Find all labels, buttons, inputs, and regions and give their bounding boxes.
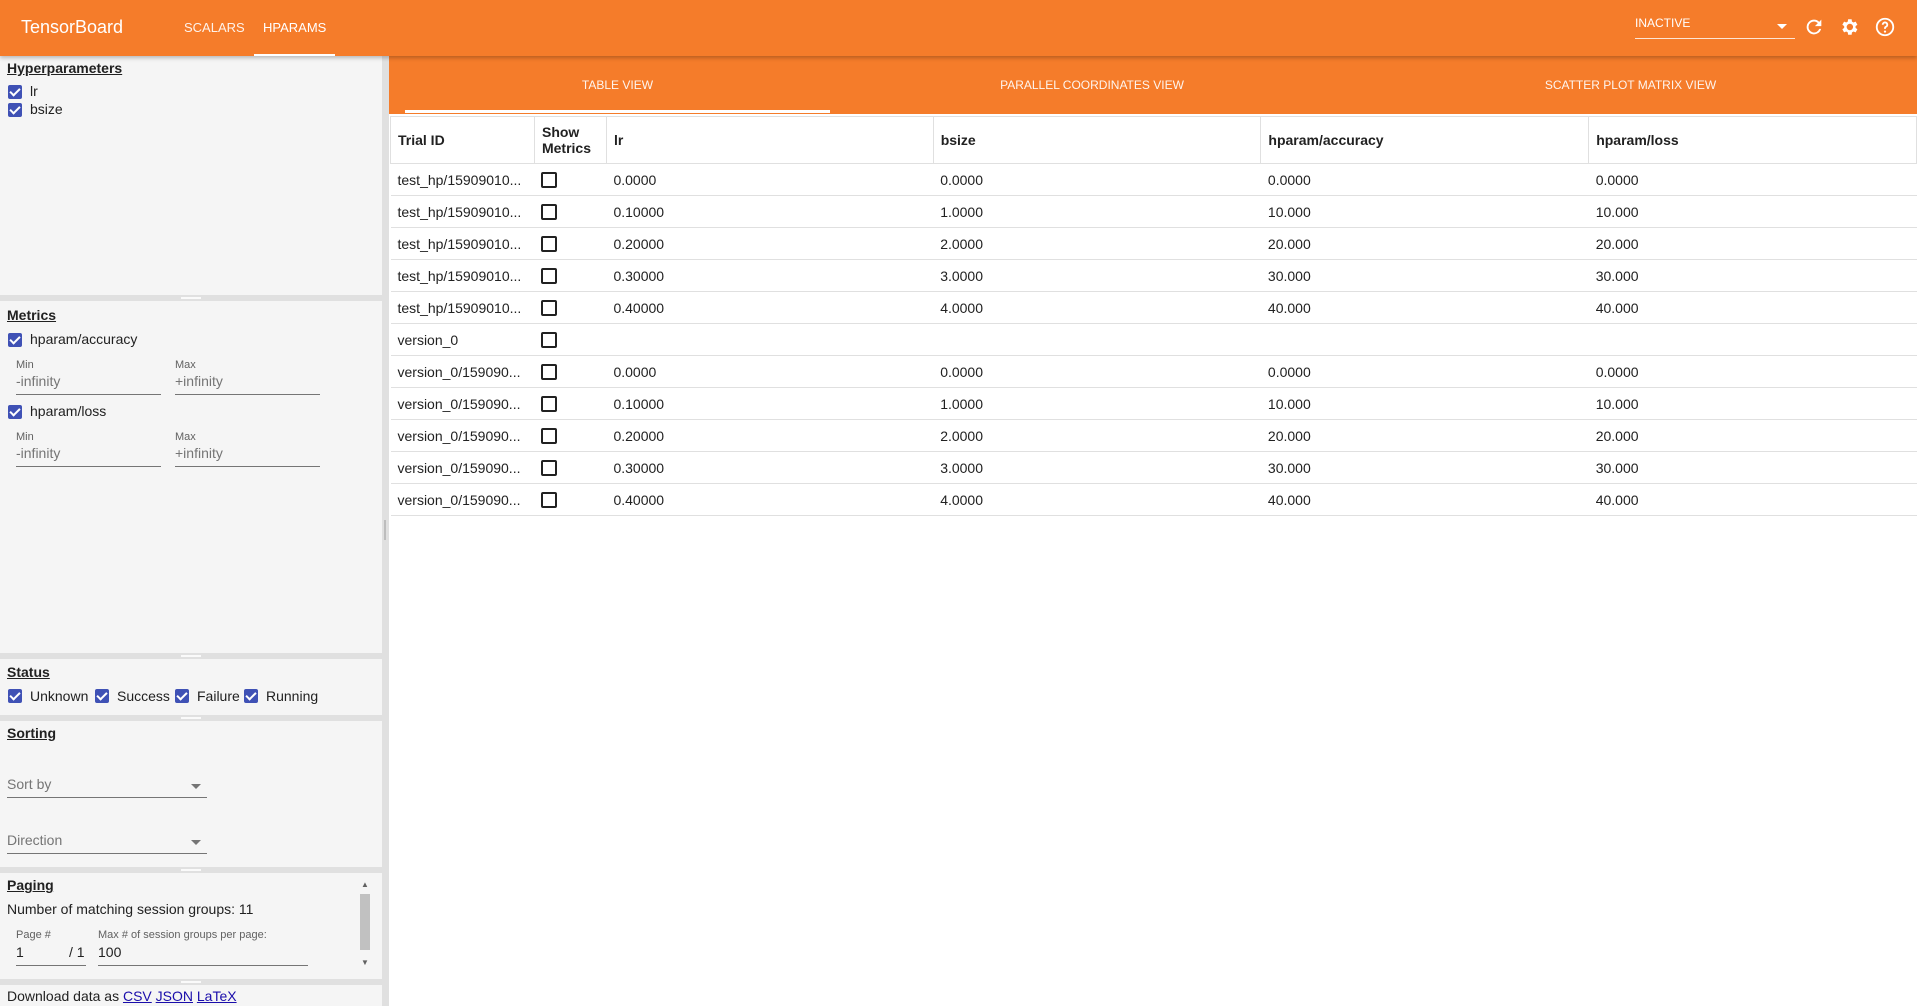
sort-by-placeholder: Sort by — [7, 776, 52, 792]
column-header-lr[interactable]: lr — [606, 117, 933, 164]
table-row[interactable] — [391, 356, 1917, 388]
cell-hparam-accuracy — [1261, 324, 1589, 356]
view-tab-bar — [389, 56, 1917, 114]
section-resize-handle[interactable] — [0, 653, 382, 659]
table-header-row — [391, 117, 1917, 164]
chevron-down-icon — [191, 840, 201, 845]
active-tab-indicator — [405, 110, 830, 113]
show-metrics-checkbox[interactable] — [541, 396, 557, 412]
cell-trial-id: test_hp/15909010... — [391, 228, 535, 260]
cell-bsize: 1.0000 — [933, 388, 1261, 420]
tab-scatter-plot-matrix-view[interactable]: SCATTER PLOT MATRIX VIEW — [1544, 78, 1717, 92]
table-row[interactable] — [391, 292, 1917, 324]
show-metrics-checkbox[interactable] — [541, 236, 557, 252]
cell-lr: 0.20000 — [606, 228, 933, 260]
status-title: Status — [7, 664, 50, 680]
checkbox-status-failure[interactable] — [175, 689, 189, 703]
table-row[interactable] — [391, 164, 1917, 196]
chevron-down-icon — [1777, 24, 1787, 29]
show-metrics-checkbox[interactable] — [541, 300, 557, 316]
status-label-success: Success — [117, 688, 170, 704]
cell-trial-id: version_0/159090... — [391, 452, 535, 484]
cell-lr: 0.30000 — [606, 260, 933, 292]
cell-lr: 0.30000 — [606, 452, 933, 484]
cell-trial-id: version_0/159090... — [391, 356, 535, 388]
show-metrics-checkbox[interactable] — [541, 460, 557, 476]
show-metrics-checkbox[interactable] — [541, 428, 557, 444]
checkbox-bsize[interactable] — [8, 103, 22, 117]
tab-scalars[interactable]: SCALARS — [184, 20, 245, 35]
cell-hparam-accuracy: 30.000 — [1261, 452, 1589, 484]
cell-show-metrics — [534, 196, 606, 228]
cell-show-metrics — [534, 388, 606, 420]
cell-show-metrics — [534, 356, 606, 388]
column-header-bsize[interactable]: bsize — [933, 117, 1261, 164]
cell-hparam-loss: 20.000 — [1589, 420, 1917, 452]
direction-select[interactable] — [7, 832, 207, 854]
session-groups-table — [390, 116, 1917, 516]
column-header-show-metrics: Show Metrics — [534, 117, 606, 164]
app-title: TensorBoard — [21, 17, 124, 37]
download-csv-link[interactable]: CSV — [122, 988, 152, 1004]
section-resize-handle[interactable] — [0, 715, 382, 721]
cell-trial-id: test_hp/15909010... — [391, 196, 535, 228]
cell-lr: 0.40000 — [606, 484, 933, 516]
checkbox-hparam-accuracy[interactable] — [8, 333, 22, 347]
cell-show-metrics — [534, 260, 606, 292]
cell-bsize: 2.0000 — [933, 228, 1261, 260]
cell-hparam-accuracy: 20.000 — [1261, 420, 1589, 452]
show-metrics-checkbox[interactable] — [541, 172, 557, 188]
cell-hparam-accuracy: 20.000 — [1261, 228, 1589, 260]
accuracy-max-input[interactable]: +infinity — [175, 373, 320, 395]
tab-parallel-coordinates-view[interactable]: PARALLEL COORDINATES VIEW — [1000, 78, 1184, 92]
cell-trial-id: version_0/159090... — [391, 388, 535, 420]
cell-hparam-loss: 10.000 — [1589, 196, 1917, 228]
table-row[interactable] — [391, 452, 1917, 484]
download-latex-link[interactable]: LaTeX — [196, 988, 237, 1004]
loss-min-label: Min — [16, 431, 34, 443]
run-selector-value: INACTIVE — [1635, 16, 1691, 30]
cell-trial-id: version_0/159090... — [391, 484, 535, 516]
scroll-up-arrow-icon[interactable]: ▲ — [361, 880, 369, 889]
tab-table-view[interactable]: TABLE VIEW — [581, 78, 654, 92]
show-metrics-checkbox[interactable] — [541, 492, 557, 508]
metric-label-loss: hparam/loss — [30, 403, 107, 419]
download-prefix: Download data as — [7, 988, 120, 1004]
paging-scrollbar-thumb[interactable] — [360, 894, 370, 950]
cell-trial-id: test_hp/15909010... — [391, 164, 535, 196]
cell-lr: 0.20000 — [606, 420, 933, 452]
hparam-label-bsize: bsize — [30, 101, 63, 117]
run-selector[interactable] — [1635, 16, 1795, 39]
cell-trial-id: test_hp/15909010... — [391, 292, 535, 324]
cell-hparam-loss: 0.0000 — [1589, 356, 1917, 388]
cell-hparam-loss: 30.000 — [1589, 260, 1917, 292]
cell-lr: 0.0000 — [606, 356, 933, 388]
checkbox-lr[interactable] — [8, 85, 22, 99]
per-page-input[interactable]: 100 — [98, 944, 308, 966]
column-header-trial-id[interactable]: Trial ID — [391, 117, 535, 164]
cell-bsize: 3.0000 — [933, 260, 1261, 292]
cell-lr: 0.10000 — [606, 196, 933, 228]
hparams-sidebar — [0, 56, 382, 1006]
scroll-down-arrow-icon[interactable]: ▼ — [361, 958, 369, 967]
hyperparameters-title: Hyperparameters — [7, 60, 123, 76]
cell-hparam-accuracy: 40.000 — [1261, 484, 1589, 516]
accuracy-max-label: Max — [175, 359, 196, 371]
cell-hparam-loss: 20.000 — [1589, 228, 1917, 260]
help-icon[interactable] — [1874, 16, 1896, 38]
loss-min-input[interactable]: -infinity — [16, 445, 161, 467]
cell-hparam-loss: 0.0000 — [1589, 164, 1917, 196]
status-label-running: Running — [266, 688, 319, 704]
cell-show-metrics — [534, 484, 606, 516]
column-header-hparam-accuracy[interactable]: hparam/accuracy — [1261, 117, 1589, 164]
page-total: / 1 — [69, 944, 85, 960]
show-metrics-checkbox[interactable] — [541, 332, 557, 348]
cell-hparam-loss: 40.000 — [1589, 484, 1917, 516]
cell-show-metrics — [534, 164, 606, 196]
cell-show-metrics — [534, 228, 606, 260]
cell-bsize: 3.0000 — [933, 452, 1261, 484]
cell-bsize: 4.0000 — [933, 292, 1261, 324]
cell-trial-id: version_0 — [391, 324, 535, 356]
cell-lr: 0.0000 — [606, 164, 933, 196]
chevron-down-icon — [191, 784, 201, 789]
table-row[interactable] — [391, 484, 1917, 516]
section-resize-handle[interactable] — [0, 979, 382, 985]
table-row[interactable] — [391, 388, 1917, 420]
table-row[interactable] — [391, 196, 1917, 228]
loss-max-label: Max — [175, 431, 196, 443]
top-app-bar — [0, 0, 1917, 56]
loss-max-input[interactable]: +infinity — [175, 445, 320, 467]
cell-bsize: 1.0000 — [933, 196, 1261, 228]
splitter-grip[interactable] — [384, 520, 386, 540]
cell-hparam-accuracy: 40.000 — [1261, 292, 1589, 324]
cell-show-metrics — [534, 420, 606, 452]
cell-hparam-loss: 10.000 — [1589, 388, 1917, 420]
tab-hparams[interactable]: HPARAMS — [254, 0, 335, 56]
refresh-icon[interactable] — [1803, 16, 1825, 38]
cell-hparam-accuracy: 10.000 — [1261, 196, 1589, 228]
show-metrics-checkbox[interactable] — [541, 268, 557, 284]
cell-hparam-accuracy: 10.000 — [1261, 388, 1589, 420]
table-row[interactable] — [391, 324, 1917, 356]
page-number-input[interactable]: 1 — [16, 944, 86, 966]
accuracy-min-input[interactable]: -infinity — [16, 373, 161, 395]
checkbox-hparam-loss[interactable] — [8, 405, 22, 419]
table-row[interactable] — [391, 420, 1917, 452]
cell-hparam-loss: 40.000 — [1589, 292, 1917, 324]
cell-bsize: 2.0000 — [933, 420, 1261, 452]
cell-bsize — [933, 324, 1261, 356]
section-resize-handle[interactable] — [0, 295, 382, 301]
cell-hparam-accuracy: 30.000 — [1261, 260, 1589, 292]
status-label-unknown: Unknown — [30, 688, 89, 704]
cell-lr — [606, 324, 933, 356]
per-page-label: Max # of session groups per page: — [98, 929, 267, 941]
cell-bsize: 0.0000 — [933, 356, 1261, 388]
sorting-title: Sorting — [7, 725, 56, 741]
cell-show-metrics — [534, 324, 606, 356]
cell-trial-id: version_0/159090... — [391, 420, 535, 452]
checkbox-status-unknown[interactable] — [8, 689, 22, 703]
checkbox-status-running[interactable] — [244, 689, 258, 703]
show-metrics-checkbox[interactable] — [541, 204, 557, 220]
checkbox-status-success[interactable] — [95, 689, 109, 703]
table-row[interactable] — [391, 228, 1917, 260]
cell-lr: 0.40000 — [606, 292, 933, 324]
cell-hparam-accuracy: 0.0000 — [1261, 164, 1589, 196]
cell-bsize: 0.0000 — [933, 164, 1261, 196]
page-number-label: Page # — [16, 929, 51, 941]
cell-lr: 0.10000 — [606, 388, 933, 420]
section-resize-handle[interactable] — [0, 867, 382, 873]
cell-show-metrics — [534, 292, 606, 324]
show-metrics-checkbox[interactable] — [541, 364, 557, 380]
cell-hparam-loss — [1589, 324, 1917, 356]
cell-hparam-loss: 30.000 — [1589, 452, 1917, 484]
matching-count: Number of matching session groups: 11 — [7, 901, 254, 917]
cell-show-metrics — [534, 452, 606, 484]
status-label-failure: Failure — [197, 688, 240, 704]
direction-placeholder: Direction — [7, 832, 63, 848]
cell-hparam-accuracy: 0.0000 — [1261, 356, 1589, 388]
cell-bsize: 4.0000 — [933, 484, 1261, 516]
accuracy-min-label: Min — [16, 359, 34, 371]
cell-trial-id: test_hp/15909010... — [391, 260, 535, 292]
download-json-link[interactable]: JSON — [155, 988, 193, 1004]
column-header-hparam-loss[interactable]: hparam/loss — [1589, 117, 1917, 164]
table-row[interactable] — [391, 260, 1917, 292]
gear-icon[interactable] — [1838, 16, 1860, 38]
paging-title: Paging — [7, 877, 54, 893]
sort-by-select[interactable] — [7, 776, 207, 798]
metrics-title: Metrics — [7, 307, 57, 323]
hparam-label-lr: lr — [30, 83, 38, 99]
download-row — [7, 988, 237, 1004]
metric-label-accuracy: hparam/accuracy — [30, 331, 138, 347]
